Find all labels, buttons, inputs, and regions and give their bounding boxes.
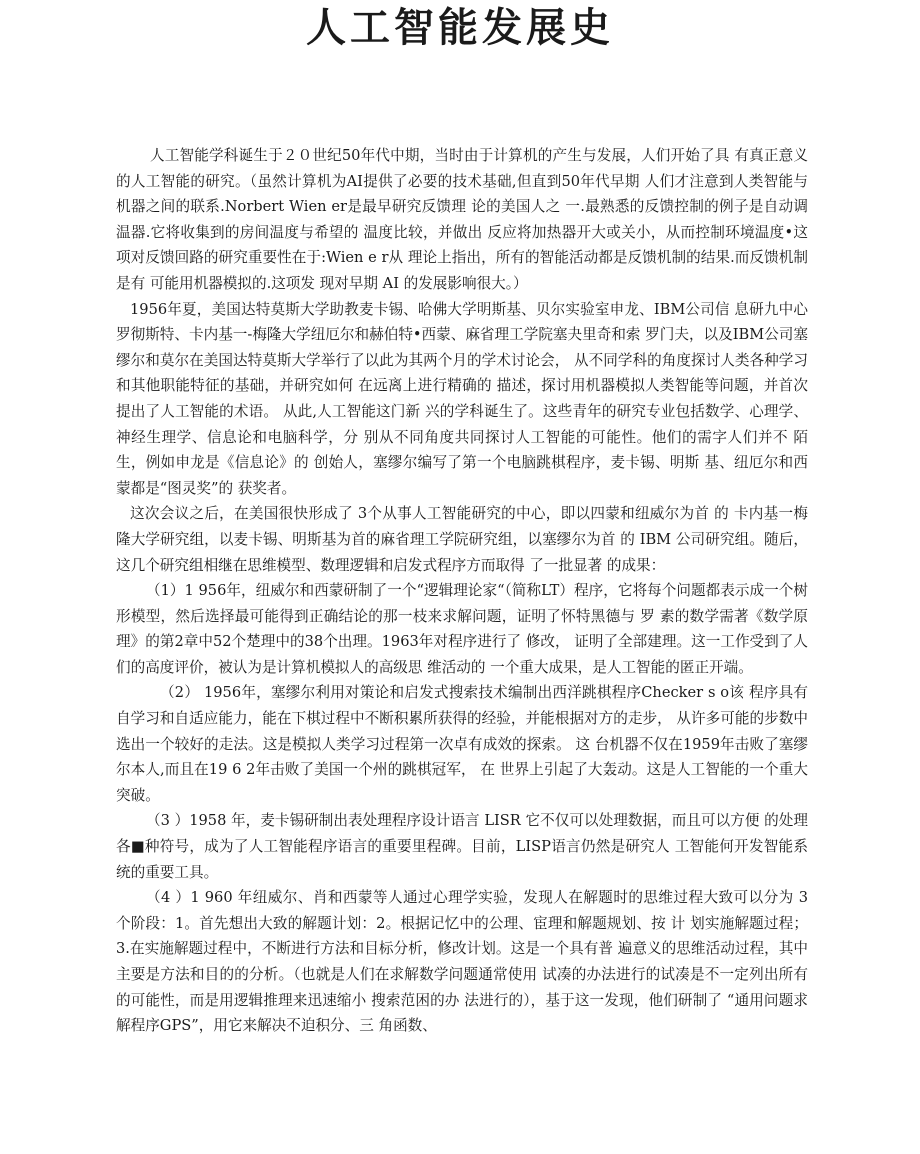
paragraph-dartmouth-1956: 1956年夏，美国达特莫斯大学助教麦卡锡、哈佛大学明斯基、贝尔实验室申龙、IBM公司信 息研九中心罗彻斯特、卡内基一-梅隆大学纽厄尔和赫伯特•西蒙、麻省理工学院塞夬里奇和索 罗门夫，以及IBM公司塞缪尔和莫尔在美国达特莫斯大学举行了以此为其两个月的学术讨论会， 从不同学科的角度探讨人类各种学习和其他职能特征的基础，并研究如何 在远离上进行精确的 描述，探讨用机器模拟人类智能等问题，并首次提出了人工智能的术语。 从此,人工智能这门新 兴的学科诞生了。这些青年的研究专业包括数学、心理学、神经生理学、信息论和电脑科学，分 别从不同角度共同探讨人工智能的可能性。他们的需字人们并不 陌生，例如申龙是《信息论》的 创始人，塞缪尔编写了第一个电脑跳棋程序，麦卡锡、明斯 基、纽厄尔和西蒙都是“图灵奖”的 获奖者。 [116,300,808,497]
paragraph-item-4: （4 ）1 960 年纽威尔、肖和西蒙等人通过心理学实验，发现人在解题时的思维过程大致可以分为 3 个阶段：1。首先想出大致的解题计划：2。根据记忆中的公理、宦理和解题规划、按 计 划实施解题过程；3.在实施解题过程中，不断进行方法和目标分析，修改计划。这是一个具有普 遍意义的思维活动过程，其中主要是方法和目的的分析。（也就是人们在求解数学问题通常使用 试凑的办法进行的试凑是不一定列出所有的可能性，而是用逻辑推理来迅速缩小 搜索范困的办 法进行的），基于这一发现，他们研制了 “通用问题求解程序GPS”，用它来解决不迫积分、三 角函数、 [116,889,808,1035]
paragraph-item-2: （2） 1956年，塞缪尔利用对策论和启发式搜索技术编制出西洋跳棋程序Checker s o该 程序具有自学习和自适应能力，能在下棋过程中不断积累所获得的经验，并能根据对方的走步， 从许多可能的步数中选出一个较好的走法。这是模拟人类学习过程第一次卓有成效的探索。 这 台机器不仅在1959年击败了塞缪尔本人,而且在19 6 2年击败了美国一个州的跳棋冠军， 在 世界上引起了大轰动。这是人工智能的一个重大突破。 [116,684,808,804]
paragraph-research-centers: 这次会议之后，在美国很快形成了 3个从事人工智能研究的中心，即以四蒙和纽威尔为首 的 卡内基一梅隆大学研究组，以麦卡锡、明斯基为首的麻省理工学院研究组，以塞缪尔为首 的 IBM 公司研究组。随后，这几个研究组相继在思维模型、数理逻辑和启发式程序方而取得 了一批显著 的成果： [116,505,808,574]
paragraph-item-3: （3 ）1958 年，麦卡锡研制出表处理程序设计语言 LISR 它不仅可以处理数据，而且可以方便 的处理各■种符号，成为了人工智能程序语言的重要里程碑。目前，LISP语言仍然是研究人 工智能何开发智能系统的重要工具。 [116,812,808,881]
document-body [116,143,808,1039]
paragraph-item-1: （1）1 956年，纽威尔和西蒙研制了一个“逻辑理论家“（简称LT）程序，它将每个问题都表示成一个树形模型，然后选择最可能得到正确结论的那一枝来求解问题，证明了怀特黑德与 罗 素的数学需著《数学原理》的第2章中52个楚理中的38个出理。1963年对程序进行了 修改， 证明了全部建理。这一工作受到了人们的高度评价，被认为是计算机模拟人的高级思 维活动的 一个重大成果，是人工智能的匿正开端。 [116,582,808,676]
document-title: 人工智能发展史 [306,5,614,51]
paragraph-intro: 人工智能学科诞生于２０世纪50年代中期，当时由于计算机的产生与发展，人们开始了具 有真正意义的人工智能的研究。（虽然计算机为AI提供了必要的技术基础,但直到50年代早期 人们才注意到人类智能与机器之间的联系.Norbert Wien er是最早研究反馈理 论的美国人之 一.最熟悉的反馈控制的例子是自动调温器.它将收集到的房间温度与希望的 温度比较，并做出 反应将加热器开大或关小，从而控制环境温度•这项对反馈回路的研究重要性在于:Wien e r从 理论上指出，所有的智能活动都是反馈机制的结果.而反馈机制是有 可能用机器模拟的.这项发 现对早期 AI 的发展影响很大。） [116,147,808,292]
